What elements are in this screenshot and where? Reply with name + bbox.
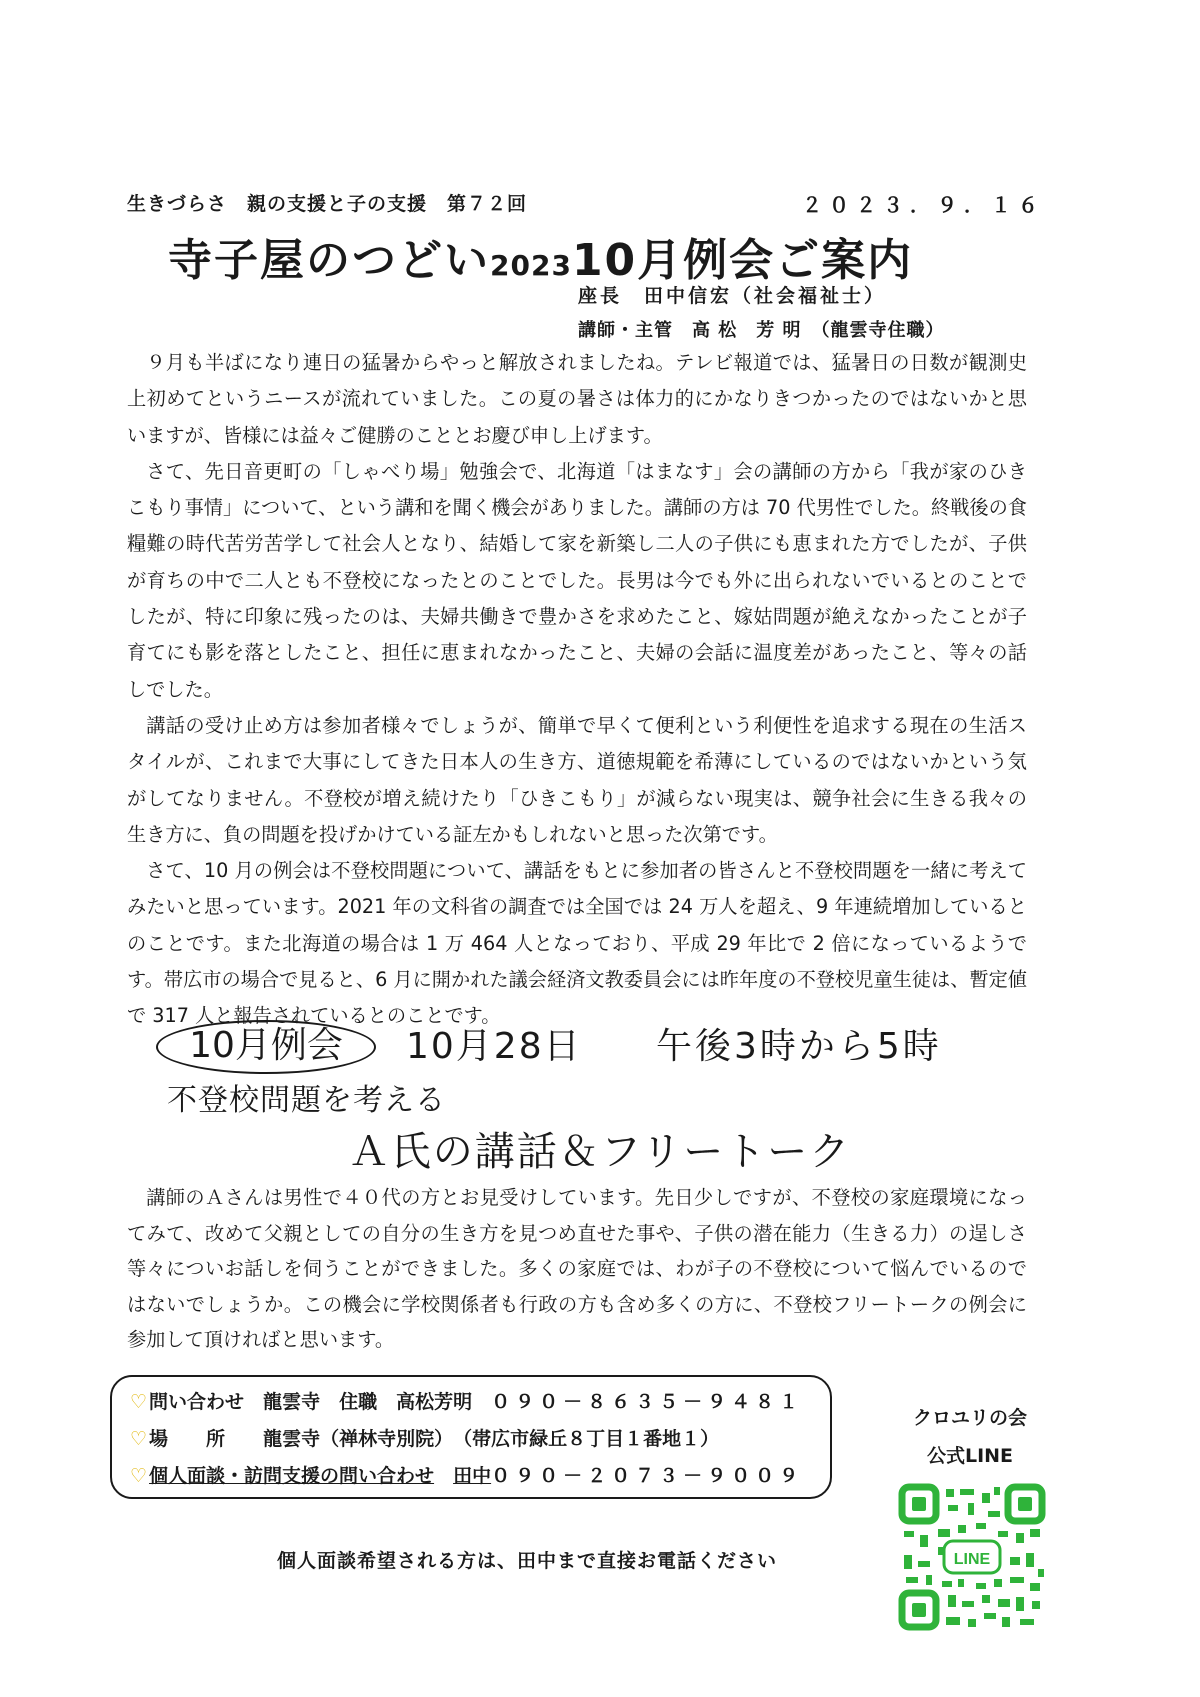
contact-row-inquiry [130, 1387, 803, 1414]
place-label: 場 所 [149, 1428, 226, 1450]
intro-paragraph: さて、10 月の例会は不登校問題について、講話をもとに参加者の皆さんと不登校問題を一緒に考えてみたいと思っています。2021 年の文科省の調査では全国では 24 万人を超え、9 年連続増加しているとのことです。また北海道の場合は 1 万 464 人となっており、平成 29 年比で 2 倍になっているようです。帯広市の場合で見ると、6 月に開かれた議会経済文教委員会には昨年度の不登校児童生徒は、暫定値で 317 人と報告されているとのことです。 [127, 859, 1027, 1028]
title-year: 2023 [490, 249, 572, 282]
inquiry-label: 問い合わせ [149, 1391, 245, 1413]
line-logo-text: LINE [953, 1551, 991, 1568]
intro-paragraph: さて、先日音更町の「しゃべり場」勉強会で、北海道「はまなす」会の講師の方から「我が家のひきこもり事情」について、という講和を聞く機会がありました。講師の方は 70 代男性でした。終戦後の食糧難の時代苦労苦学して社会人となり、結婚して家を新築し二人の子供にも恵まれた方でしたが、子供が育ちの中で二人とも不登校になったとのことでした。長男は今でも外に出られないでいるとのことでしたが、特に印象に残ったのは、夫婦共働きで豊かさを求めたこと、嫁姑問題が絶えなかったことが子育てにも影を落としたこと、担任に恵まれなかったこと、夫婦の会話に温度差があったこと、等々の話しでした。 [127, 459, 1027, 701]
heart-icon: ♡ [130, 1465, 148, 1487]
contact-row-place [130, 1424, 719, 1451]
meeting-time: 午後3時から5時 [656, 1026, 942, 1067]
series-heading: 生きづらさ 親の支援と子の支援 第７２回 [127, 193, 528, 215]
footer-note: 個人面談希望される方は、田中まで直接お電話ください [277, 1550, 778, 1572]
meeting-subtitle: 不登校問題を考える [167, 1083, 446, 1118]
intro-body [127, 345, 1027, 1035]
heart-icon: ♡ [130, 1391, 148, 1413]
chair-line: 座長 田中信宏（社会福祉士） [578, 285, 887, 307]
detail-body [127, 1180, 1027, 1358]
line-caption-group: クロユリの会 [912, 1407, 1027, 1429]
lecturer-line: 講師・主管 高 松 芳 明 （龍雲寺住職） [578, 320, 945, 341]
detail-paragraph: 講師のＡさんは男性で４０代の方とお見受けしています。先日少しですが、不登校の家庭環境になってみて、改めて父親としての自分の生き方を見つめ直せた事や、子供の潜在能力（生きる力）の逞しさ等々についお話しを伺うことができました。多くの家庭では、わが子の不登校について悩んでいるのではないでしょうか。この機会に学校関係者も行政の方も含め多くの方に、不登校フリートークの例会に参加して頂ければと思います。 [127, 1186, 1027, 1351]
personal-phone: ０９０－２０７３－９００９ [491, 1465, 804, 1487]
place-address: （帯広市緑丘８丁目１番地１） [462, 1428, 720, 1450]
title-prefix: 寺子屋のつどい [168, 235, 490, 286]
issue-date: ２０２３．９．１６ [802, 193, 1045, 217]
line-caption-official: 公式LINE [926, 1445, 1014, 1467]
personal-label: 個人面談・訪問支援の問い合わせ [149, 1465, 435, 1487]
title-suffix: 10月例会ご案内 [571, 235, 914, 286]
personal-name: 田中 [453, 1465, 492, 1487]
line-qr-code[interactable] [898, 1483, 1046, 1631]
place-name: 龍雲寺（禅林寺別院） [263, 1428, 444, 1450]
inquiry-phone: ０９０－８６３５－９４８１ [491, 1391, 804, 1413]
intro-paragraph: 講話の受け止め方は参加者様々でしょうが、簡単で早くて便利という利便性を追求する現在の生活スタイルが、これまで大事にしてきた日本人の生き方、道徳規範を希薄にしているのではないかという気がしてなりません。不登校が増え続けたり「ひきこもり」が減らない現実は、競争社会に生きる我々の生き方に、負の問題を投げかけている証左かもしれないと思った次第です。 [127, 713, 1027, 846]
meeting-date: 10月28日 [406, 1026, 582, 1067]
page-title [168, 224, 913, 288]
contact-row-personal [130, 1461, 803, 1488]
contact-box [110, 1375, 832, 1499]
intro-paragraph: ９月も半ばになり連日の猛暑からやっと解放されましたね。テレビ報道では、猛暑日の日数が観測史上初めてというニースが流れていました。この夏の暑さは体力的にかなりきつかったのではないかと思いますが、皆様には益々ご健勝のこととお慶び申し上げます。 [127, 351, 1027, 447]
meeting-topic: Ａ氏の講話＆フリートーク [348, 1129, 852, 1175]
inquiry-name: 龍雲寺 住職 高松芳明 [263, 1391, 473, 1413]
heart-icon: ♡ [130, 1428, 148, 1450]
meeting-label-oval: 10月例会 [156, 1020, 376, 1074]
